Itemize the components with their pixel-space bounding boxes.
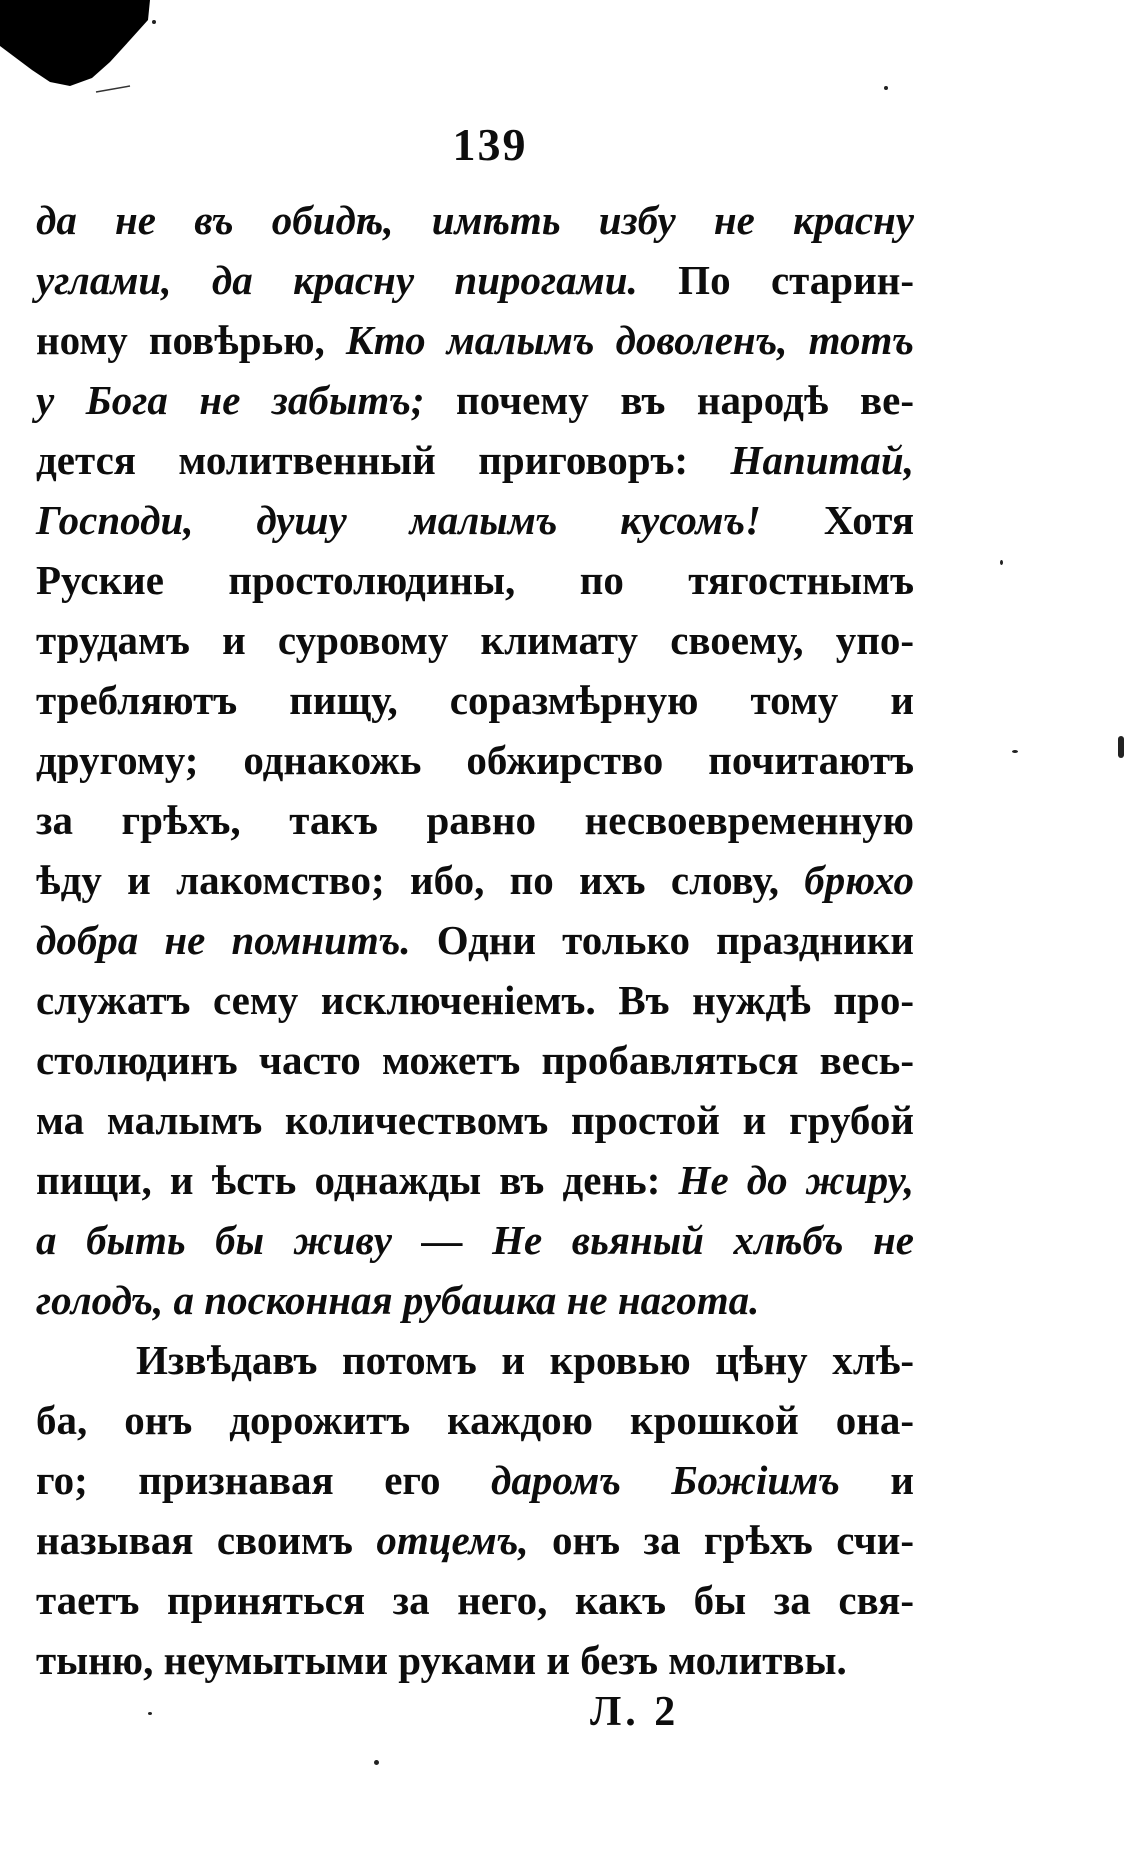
text-line [36,610,914,670]
italic-phrase: Не до жиру, [678,1157,915,1203]
text-line [36,730,914,790]
text-line [36,430,914,490]
text-line [36,1210,914,1270]
scan-speck [884,86,888,90]
scan-speck [1012,750,1018,753]
italic-phrase: а быть бы живу — Не вьяный хлѣбъ не [36,1217,914,1263]
text-line [36,190,914,250]
text-run: служатъ сему исключенiемъ. Въ нуждѣ про- [36,977,914,1023]
italic-phrase: Напитай, [730,437,914,483]
text-line [36,1510,914,1570]
text-line [36,1390,914,1450]
text-run: По старин- [637,257,914,303]
text-run: и [839,1457,914,1503]
text-line [36,970,914,1030]
text-run: ному повѣрью, [36,317,346,363]
text-line [36,850,914,910]
text-run: трудамъ и суровому климату своему, упо- [36,617,914,663]
text-run: требляютъ пищу, соразмѣрную тому и [36,677,914,723]
text-run: онъ за грѣхъ счи- [528,1517,914,1563]
scan-speck [148,1712,152,1715]
italic-phrase: брюхо [804,857,914,903]
text-run: пищи, и ѣсть однажды въ день: [36,1157,679,1203]
italic-phrase: Господи, душу малымъ кусомъ! [36,497,762,543]
text-line [36,1630,914,1690]
text-line [36,1090,914,1150]
scan-speck [1118,736,1124,758]
text-run: Извѣдавъ потомъ и кровью цѣну хлѣ- [136,1337,914,1383]
text-run: столюдинъ часто можетъ пробавляться весь- [36,1037,914,1083]
text-run: го; признавая его [36,1457,491,1503]
italic-phrase: у Бога не забытъ; [36,377,425,423]
text-run: Руские простолюдины, по тягостнымъ [36,557,914,603]
italic-phrase: Кто малымъ доволенъ, тотъ [345,317,914,363]
italic-phrase: добра не помнитъ. [36,917,411,963]
text-run: называя своимъ [36,1517,377,1563]
text-line [36,670,914,730]
text-line [36,790,914,850]
text-run: другому; однакожь обжирство почитаютъ [36,737,914,783]
text-line [36,490,914,550]
italic-phrase: голодъ, а посконная рубашка не нагота. [36,1277,760,1323]
scan-speck [1000,560,1003,565]
ink-blot-mark [0,0,160,110]
text-line [36,550,914,610]
text-line [36,1330,914,1390]
text-line [36,910,914,970]
text-run: ма малымъ количествомъ простой и грубой [36,1097,914,1143]
text-line [36,1450,914,1510]
text-line [36,1030,914,1090]
text-run: за грѣхъ, такъ равно несвоевременную [36,797,914,843]
body-text [36,190,914,1690]
text-line [36,250,914,310]
text-run: ѣду и лакомство; ибо, по ихъ слову, [36,857,805,903]
page-number: 139 [452,119,528,170]
text-line [36,310,914,370]
printer-signature-mark: Л. 2 [590,1689,680,1735]
italic-phrase: отцемъ, [376,1517,529,1563]
scan-speck [374,1760,379,1765]
text-run: Хотя [761,497,914,543]
text-run: таетъ приняться за него, какъ бы за свя- [36,1577,914,1623]
italic-phrase: углами, да красну пирогами. [36,257,638,303]
text-line [36,1270,914,1330]
text-run: ба, онъ дорожитъ каждою крошкой она- [36,1397,914,1443]
text-line [36,370,914,430]
italic-phrase: даромъ Божiимъ [490,1457,840,1503]
italic-phrase: да не въ обидѣ, имѣть избу не красну [36,197,914,243]
text-run: тыню, неумытыми руками и безъ молитвы. [36,1637,847,1683]
text-run: Одни только праздники [410,917,914,963]
text-line [36,1150,914,1210]
text-run: почему въ народѣ ве- [424,377,914,423]
text-line [36,1570,914,1630]
text-run: дется молитвенный приговоръ: [36,437,731,483]
